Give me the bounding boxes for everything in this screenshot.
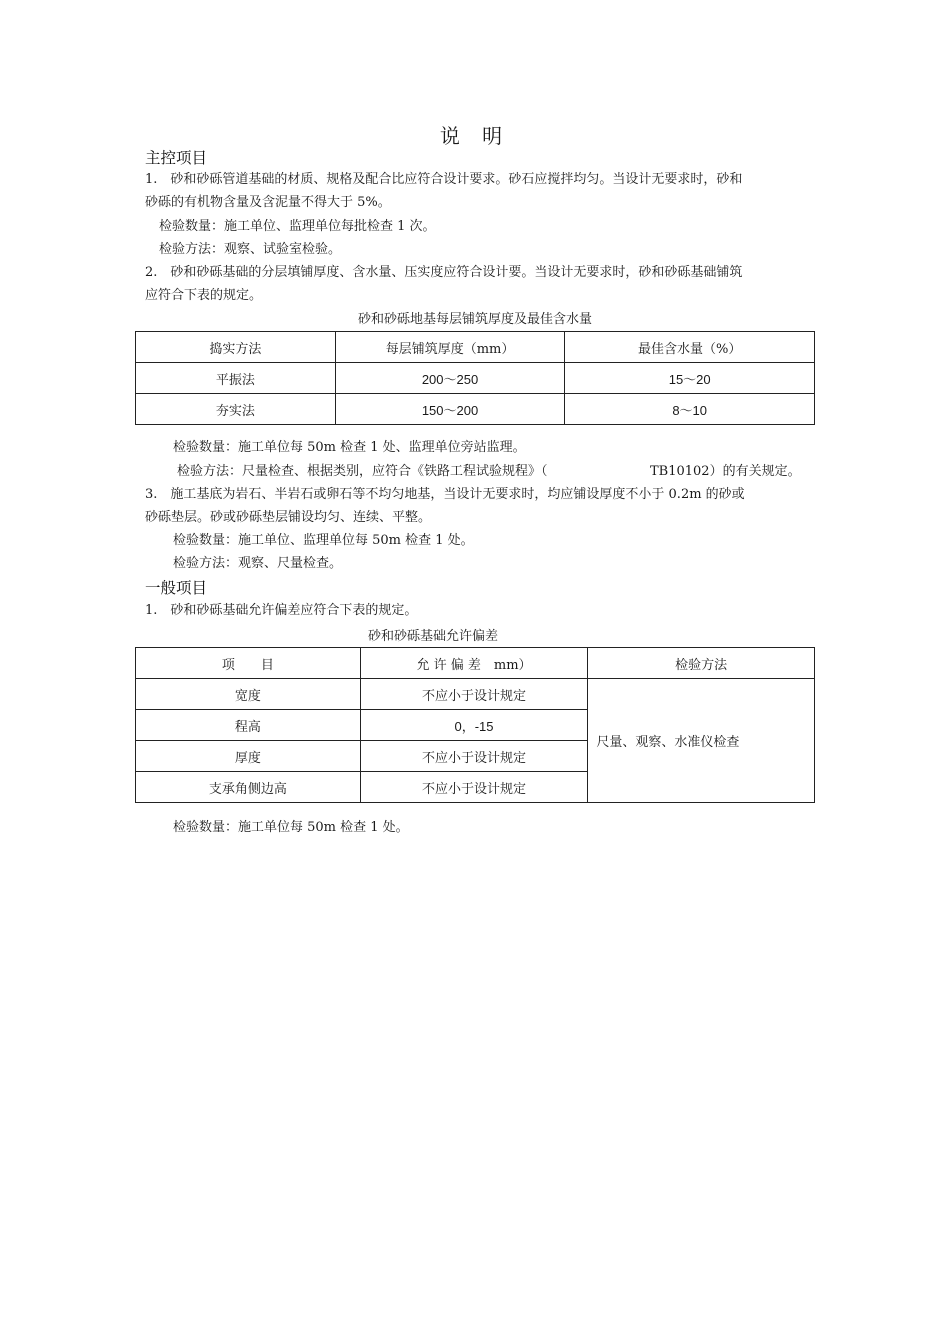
table1-header-cell: 捣实方法	[136, 332, 336, 363]
table2-cell: 厚度	[136, 741, 361, 772]
table-row	[136, 394, 815, 425]
table1-thickness-moisture	[135, 331, 815, 425]
table1-cell: 200～250	[335, 363, 565, 394]
item3-check-quantity: 检验数量：施工单位、监理单位每 50m 检查 1 处。	[173, 533, 474, 548]
general-item1: 1. 砂和砂砾基础允许偏差应符合下表的规定。	[145, 603, 418, 618]
table2-cell: 不应小于设计规定	[360, 772, 588, 803]
item3-line1: 3. 施工基底为岩石、半岩石或卵石等不均匀地基，当设计无要求时，均应铺设厚度不小于 0.2m 的砂或	[145, 487, 745, 502]
item1-check-method: 检验方法：观察、试验室检验。	[159, 242, 342, 257]
table1-cell: 8～10	[565, 394, 815, 425]
table2-method-cell: 尺量、观察、水准仪检查	[588, 679, 815, 803]
table2-header-cell: 项 目	[136, 648, 361, 679]
table1-cell: 夯实法	[136, 394, 336, 425]
table1-cell: 150～200	[335, 394, 565, 425]
item2-check-method-a: 检验方法：尺量检查、根据类别，应符合《铁路工程试验规程》（	[177, 464, 548, 479]
section-heading-main: 主控项目	[145, 149, 208, 167]
section-heading-general: 一般项目	[145, 579, 208, 597]
table1-header-row	[136, 332, 815, 363]
table1-cell: 15～20	[565, 363, 815, 394]
table2-cell: 宽度	[136, 679, 361, 710]
table1-caption: 砂和砂砾地基每层铺筑厚度及最佳含水量	[357, 312, 592, 327]
table2-header-cell: 检验方法	[588, 648, 815, 679]
item2-check-quantity: 检验数量：施工单位每 50m 检查 1 处、监理单位旁站监理。	[173, 440, 526, 455]
table2-cell: 0，-15	[360, 710, 588, 741]
item1-line2: 砂砾的有机物含量及含泥量不得大于 5%。	[145, 195, 391, 210]
table1-header-cell: 每层铺筑厚度（mm）	[335, 332, 565, 363]
page-title: 说 明	[439, 124, 511, 148]
table2-header-cell: 允 许 偏 差 mm）	[360, 648, 588, 679]
table2-cell: 不应小于设计规定	[360, 679, 588, 710]
item1-line1: 1. 砂和砂砾管道基础的材质、规格及配合比应符合设计要求。砂石应搅拌均匀。当设计无要求时，砂和	[145, 172, 743, 187]
table-row	[136, 363, 815, 394]
item2-line2: 应符合下表的规定。	[145, 288, 263, 303]
item2-check-method-b: TB10102）的有关规定。	[650, 464, 801, 479]
table1-cell: 平振法	[136, 363, 336, 394]
general-check-quantity: 检验数量：施工单位每 50m 检查 1 处。	[173, 820, 409, 835]
item3-line2: 砂砾垫层。砂或砂砾垫层铺设均匀、连续、平整。	[145, 510, 432, 525]
table1-header-cell: 最佳含水量（%）	[565, 332, 815, 363]
item3-check-method: 检验方法：观察、尺量检查。	[173, 556, 343, 571]
table2-caption: 砂和砂砾基础允许偏差	[368, 629, 499, 644]
table2-cell: 支承角侧边高	[136, 772, 361, 803]
table2-header-row	[136, 648, 815, 679]
table2-allowable-deviation	[135, 647, 815, 803]
item1-check-quantity: 检验数量：施工单位、监理单位每批检查 1 次。	[159, 219, 436, 234]
table-row	[136, 679, 815, 710]
item2-line1: 2. 砂和砂砾基础的分层填铺厚度、含水量、压实度应符合设计要。当设计无要求时，砂和砂砾基础铺筑	[145, 265, 743, 280]
table2-cell: 不应小于设计规定	[360, 741, 588, 772]
table2-cell: 程高	[136, 710, 361, 741]
